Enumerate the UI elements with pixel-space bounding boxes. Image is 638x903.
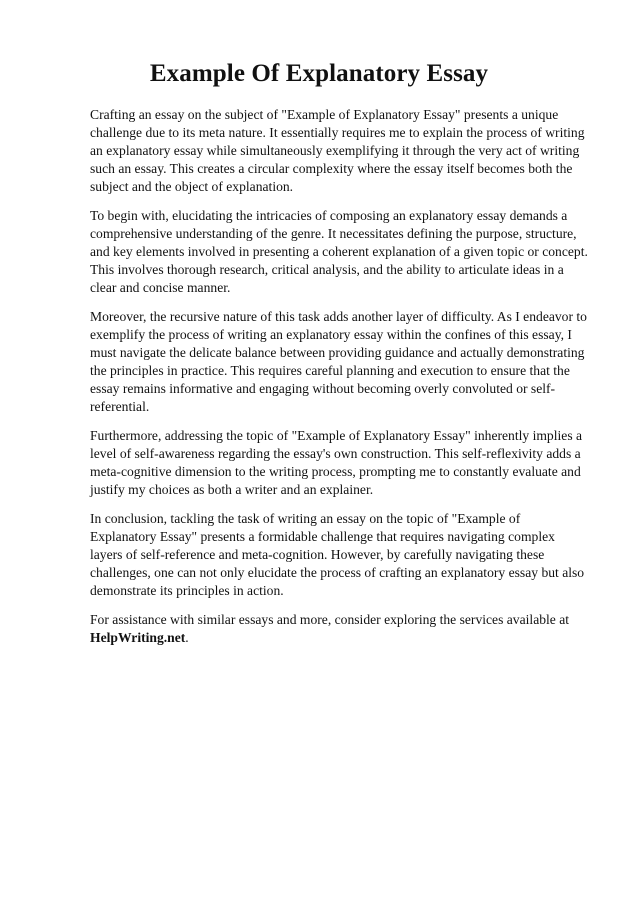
- closing-paragraph: [90, 611, 590, 647]
- paragraph-5: In conclusion, tackling the task of writing an essay on the topic of "Example of Explanatory Essay" presents a formidable challenge that requires navigating complex layers of self-reference and meta-cognition. However, by carefully navigating these challenges, one can not only elucidate the process of crafting an explanatory essay but also demonstrate its principles in action.: [90, 511, 585, 598]
- paragraph-3: Moreover, the recursive nature of this task adds another layer of difficulty. As I endeavor to exemplify the process of writing an explanatory essay within the confines of this essay, I must navigate the delicate balance between providing guidance and actually demonstrating the principles in practice. This requires careful planning and execution to ensure that the essay remains informative and engaging without becoming overly convoluted or self-referential.: [90, 309, 587, 414]
- document-body: [90, 106, 590, 647]
- document-title: Example Of Explanatory Essay: [149, 60, 489, 87]
- closing-period: .: [185, 630, 189, 645]
- helpwriting-link[interactable]: HelpWriting.net: [90, 630, 186, 645]
- paragraph-2: To begin with, elucidating the intricacies of composing an explanatory essay demands a comprehensive understanding of the genre. It necessitates defining the purpose, structure, and key elements involved in presenting a coherent explanation of a given topic or concept. This involves thorough research, critical analysis, and the ability to articulate ideas in a clear and concise manner.: [90, 208, 588, 295]
- paragraph-4: Furthermore, addressing the topic of "Example of Explanatory Essay" inherently implies a level of self-awareness regarding the essay's own construction. This self-reflexivity adds a meta-cognitive dimension to the writing process, prompting me to constantly evaluate and justify my choices as both a writer and an explainer.: [90, 428, 583, 497]
- closing-text: For assistance with similar essays and more, consider exploring the services available at: [90, 612, 570, 627]
- paragraph-1: Crafting an essay on the subject of "Example of Explanatory Essay" presents a unique challenge due to its meta nature. It essentially requires me to explain the process of writing an explanatory essay while simultaneously exemplifying it through the very act of writing such an essay. This creates a circular complexity where the essay itself becomes both the subject and the object of explanation.: [90, 107, 585, 194]
